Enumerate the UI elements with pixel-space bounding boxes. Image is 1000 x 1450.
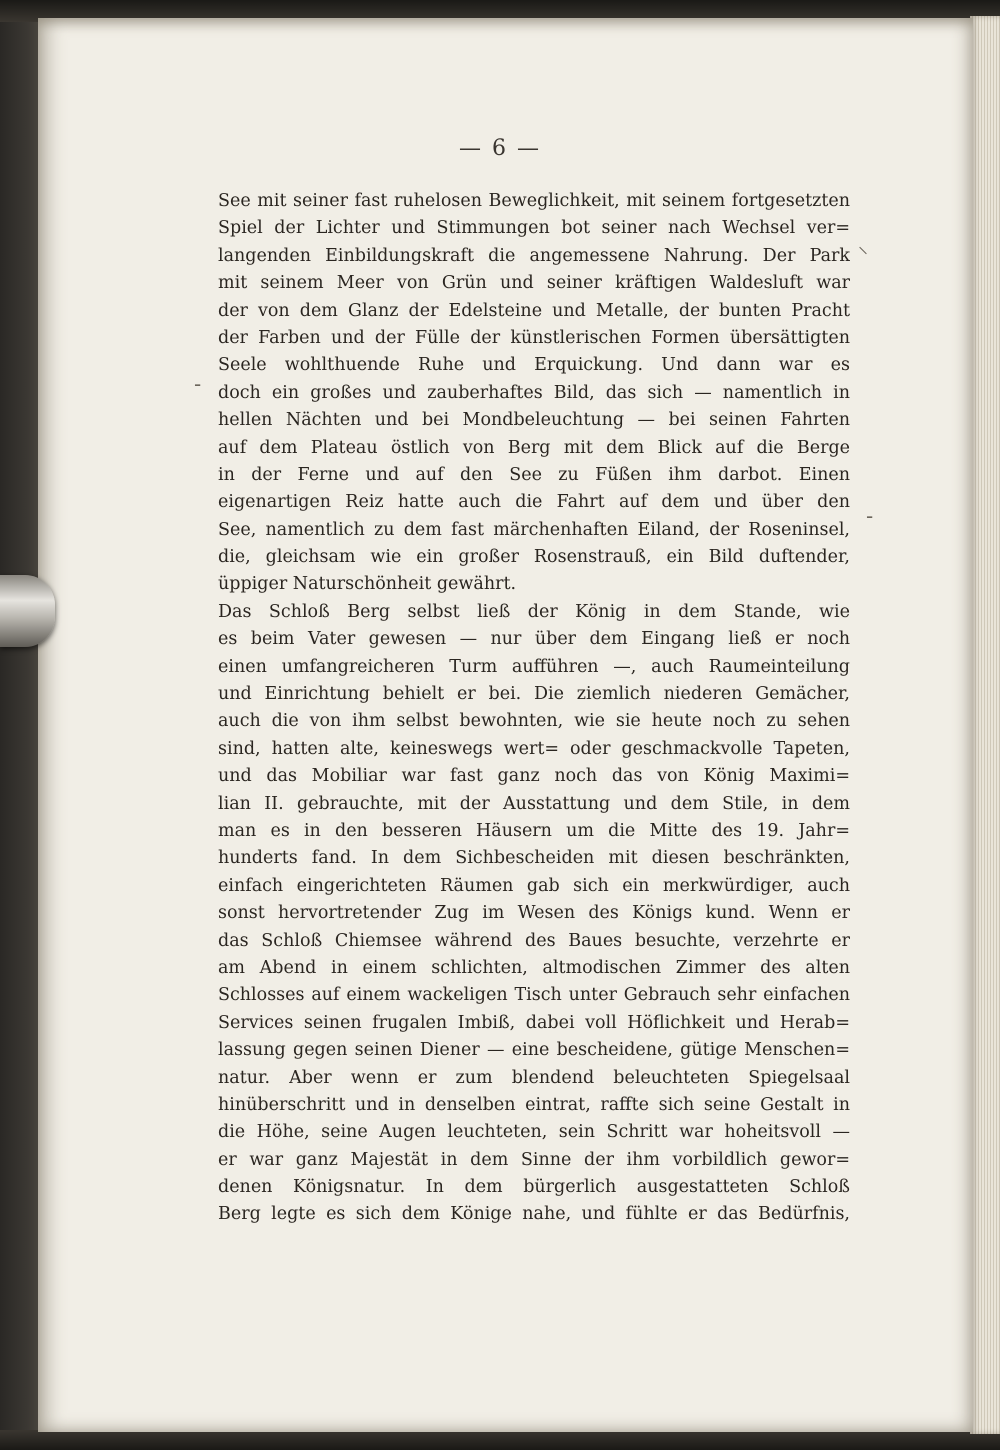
text-line: natur. Aber wenn er zum blendend beleuchteten Spiegelsaal	[218, 1067, 850, 1088]
text-line: eigenartigen Reiz hatte auch die Fahrt auf dem und über den	[218, 492, 850, 513]
text-line: einfach eingerichteten Räumen gab sich ein merkwürdiger, auch	[218, 875, 850, 896]
text-line: hinüberschritt und in denselben eintrat, raffte sich seine Gestalt in	[218, 1094, 850, 1115]
text-line: Das Schloß Berg selbst ließ der König in dem Stande, wie	[218, 601, 850, 622]
text-line: Services seinen frugalen Imbiß, dabei voll Höflichkeit und Herab=	[218, 1012, 850, 1033]
text-line: der von dem Glanz der Edelsteine und Metalle, der bunten Pracht	[218, 300, 850, 321]
text-line: sonst hervortretender Zug im Wesen des Königs kund. Wenn er	[218, 903, 850, 924]
text-line: Berg legte es sich dem Könige nahe, und fühlte er das Bedürfnis,	[218, 1204, 850, 1225]
scanner-background-bottom	[0, 1430, 1000, 1450]
text-line: Seele wohlthuende Ruhe und Erquickung. Und dann war es	[218, 355, 850, 376]
text-line: Spiel der Lichter und Stimmungen bot seiner nach Wechsel ver=	[218, 218, 850, 239]
page-number-header: — 6 —	[459, 136, 541, 161]
text-line: und das Mobiliar war fast ganz noch das von König Maximi=	[218, 766, 850, 787]
text-line: am Abend in einem schlichten, altmodischen Zimmer des alten	[218, 957, 850, 978]
text-line: lassung gegen seinen Diener — eine bescheidene, gütige Menschen=	[218, 1040, 850, 1061]
pencil-tick-icon: ‐	[866, 504, 874, 528]
text-line: See mit seiner fast ruhelosen Beweglichkeit, mit seinem fortgesetzten	[218, 191, 850, 211]
text-line: in der Ferne und auf den See zu Füßen ihm darbot. Einen	[218, 464, 850, 485]
text-line: sind, hatten alte, keineswegs wert= oder geschmackvolle Tapeten,	[218, 738, 850, 759]
page-clamp	[0, 575, 55, 647]
text-line: es beim Vater gewesen — nur über dem Eingang ließ er noch	[218, 629, 850, 650]
text-line: auch die von ihm selbst bewohnten, wie sie heute noch zu sehen	[218, 711, 850, 732]
page-body-text	[218, 188, 850, 1229]
text-line: auf dem Plateau östlich von Berg mit dem Blick auf die Berge	[218, 437, 850, 458]
text-line: er war ganz Majestät in dem Sinne der ihm vorbildlich gewor=	[218, 1149, 850, 1170]
text-line: das Schloß Chiemsee während des Baues besuchte, verzehrte er	[218, 930, 850, 951]
text-line: einen umfangreicheren Turm aufführen —, auch Raumeinteilung	[218, 656, 850, 677]
scanner-background-left	[0, 0, 40, 1450]
text-line: mit seinem Meer von Grün und seiner kräftigen Waldesluft war	[218, 273, 850, 294]
text-line: denen Königsnatur. In dem bürgerlich ausgestatteten Schloß	[218, 1177, 850, 1198]
text-line: Schlosses auf einem wackeligen Tisch unter Gebrauch sehr einfachen	[218, 985, 850, 1006]
text-line: üppiger Naturschönheit gewährt.	[218, 574, 517, 595]
text-line: und Einrichtung behielt er bei. Die ziemlich niederen Gemächer,	[218, 684, 850, 705]
text-line: man es in den besseren Häusern um die Mitte des 19. Jahr=	[218, 820, 850, 841]
text-line: die Höhe, seine Augen leuchteten, sein Schritt war hoheitsvoll —	[218, 1122, 850, 1143]
text-line: doch ein großes und zauberhaftes Bild, das sich — namentlich in	[218, 382, 850, 403]
text-line: langenden Einbildungskraft die angemessene Nahrung. Der Park	[218, 245, 850, 266]
pencil-mark-icon: ⸌	[858, 242, 868, 266]
text-line: lian II. gebrauchte, mit der Ausstattung und dem Stile, in dem	[218, 793, 850, 814]
pencil-dash-icon: ‐	[194, 372, 202, 396]
text-line: hunderts fand. In dem Sichbescheiden mit diesen beschränkten,	[218, 848, 850, 869]
text-line: See, namentlich zu dem fast märchenhaften Eiland, der Roseninsel,	[218, 519, 850, 540]
book-page-edges	[970, 16, 1000, 1434]
text-line: der Farben und der Fülle der künstlerischen Formen übersättigten	[218, 327, 850, 348]
text-line: hellen Nächten und bei Mondbeleuchtung — bei seinen Fahrten	[218, 410, 850, 431]
text-line: die, gleichsam wie ein großer Rosenstrauß, ein Bild duftender,	[218, 547, 850, 568]
